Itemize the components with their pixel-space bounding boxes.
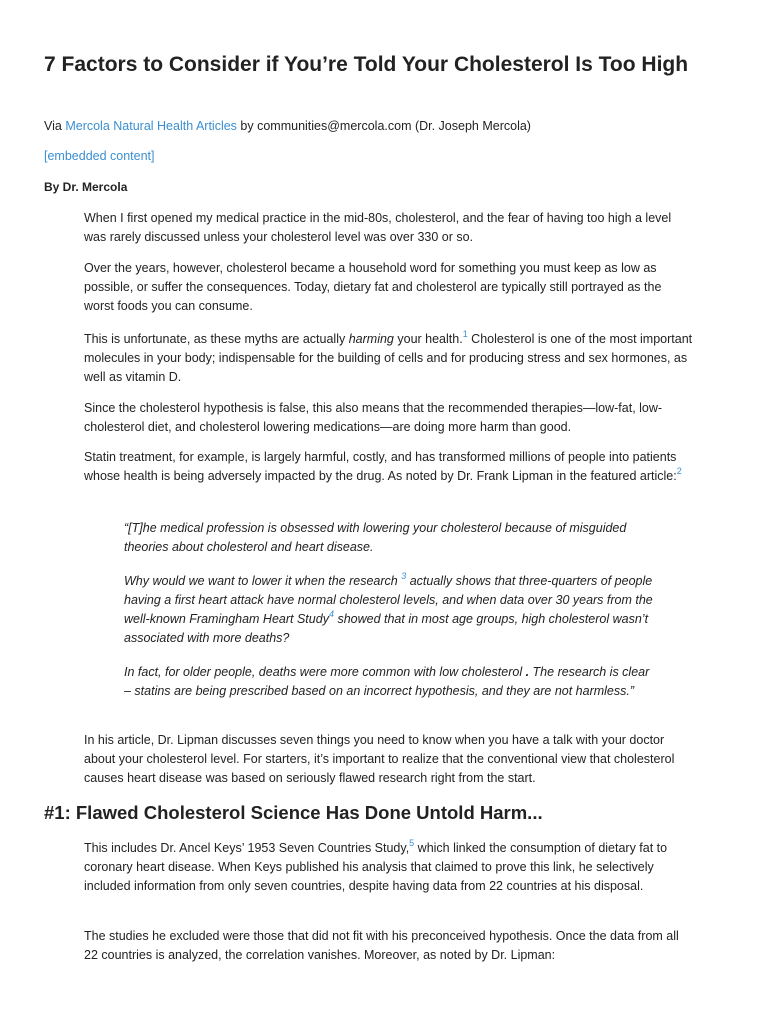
paragraph-3-emphasis: harming	[348, 332, 394, 346]
embedded-content[interactable]	[44, 148, 155, 165]
paragraph-5-text: Statin treatment, for example, is largely harmful, costly, and has transformed millions of people into patients whose health is being adversely impacted by the drug. As noted by Dr. Frank Lipman in the featured article:	[84, 450, 677, 483]
quote-paragraph-3	[124, 663, 654, 701]
quote-paragraph-1: “[T]he medical profession is obsessed with lowering your cholesterol because of misguided theories about cholesterol and heart disease.	[124, 521, 627, 554]
article-title: 7 Factors to Consider if You’re Told Your Cholesterol Is Too High	[44, 53, 689, 76]
paragraph-7-text-b: which linked the consumption of dietary fat to coronary heart disease. When Keys published his analysis that claimed to prove this link, he selectively included information from only seven countries, despite having data from 22 countries at his disposal.	[84, 841, 668, 893]
quote-paragraph-2	[124, 572, 654, 648]
paragraph-6: In his article, Dr. Lipman discusses seven things you need to know when you have a talk with your doctor about your cholesterol level. For starters, it’s important to realize that the conventional view that cholesterol causes heart disease was based on seriously flawed research right from the start.	[84, 733, 675, 785]
quote-2-text-c: showed that in most age groups, high cholesterol wasn’t associated with more deaths?	[124, 612, 649, 645]
paragraph-7	[84, 839, 694, 896]
quote-3-text-b: The research is clear – statins are being prescribed based on an incorrect hypothesis, and they are not harmless.”	[124, 665, 650, 698]
footnote-ref-3[interactable]: 3	[401, 571, 407, 581]
source-line	[44, 118, 531, 135]
paragraph-3-text-c: Cholesterol is one of the most important molecules in your body; indispensable for the building of cells and for producing stress and sex hormones, as well as vitamin D.	[84, 332, 693, 384]
paragraph-3-text-a: This is unfortunate, as these myths are actually	[84, 332, 349, 346]
paragraph-3-text-b: your health.	[393, 332, 463, 346]
paragraph-8: The studies he excluded were those that did not fit with his preconceived hypothesis. Once the data from all 22 countries is analyzed, the correlation vanishes. Moreover, as noted by Dr. Lipman:	[84, 929, 679, 962]
quote-2-text-b: actually shows that three-quarters of people having a first heart attack have normal cholesterol levels, and when data over 30 years from the well-known Framingham Heart Study	[124, 574, 653, 626]
paragraph-7-text-a: This includes Dr. Ancel Keys’ 1953 Seven Countries Study,	[84, 841, 410, 855]
via-prefix: Via	[44, 119, 66, 133]
footnote-ref-2[interactable]: 2	[676, 466, 682, 476]
paragraph-3	[84, 330, 694, 387]
quote-2-text-a: Why would we want to lower it when the research	[124, 574, 402, 588]
footnote-ref-5[interactable]: 5	[409, 838, 415, 848]
source-link[interactable]: Mercola Natural Health Articles	[65, 119, 237, 133]
quote-3-text-a: In fact, for older people, deaths were more common with low cholesterol	[124, 665, 526, 679]
paragraph-1: When I first opened my medical practice in the mid-80s, cholesterol, and the fear of having too high a level was rarely discussed unless your cholesterol level was over 330 or so.	[84, 211, 672, 244]
quote-3-period: .	[525, 665, 530, 679]
paragraph-4: Since the cholesterol hypothesis is false, this also means that the recommended therapies—low-fat, low-cholesterol diet, and cholesterol lowering medications—are doing more harm than good.	[84, 401, 663, 434]
embedded-content-link[interactable]: [embedded content]	[44, 149, 155, 163]
paragraph-2: Over the years, however, cholesterol became a household word for something you must keep as low as possible, or suffer the consequences. Today, dietary fat and cholesterol are typically still portrayed as the worst foods you can consume.	[84, 261, 662, 313]
footnote-ref-4[interactable]: 4	[328, 609, 334, 619]
paragraph-5	[84, 448, 694, 486]
via-suffix: by communities@mercola.com (Dr. Joseph Mercola)	[236, 119, 531, 133]
section-heading-1: #1: Flawed Cholesterol Science Has Done Untold Harm...	[44, 802, 543, 823]
footnote-ref-1[interactable]: 1	[462, 329, 468, 339]
byline: By Dr. Mercola	[44, 180, 128, 194]
